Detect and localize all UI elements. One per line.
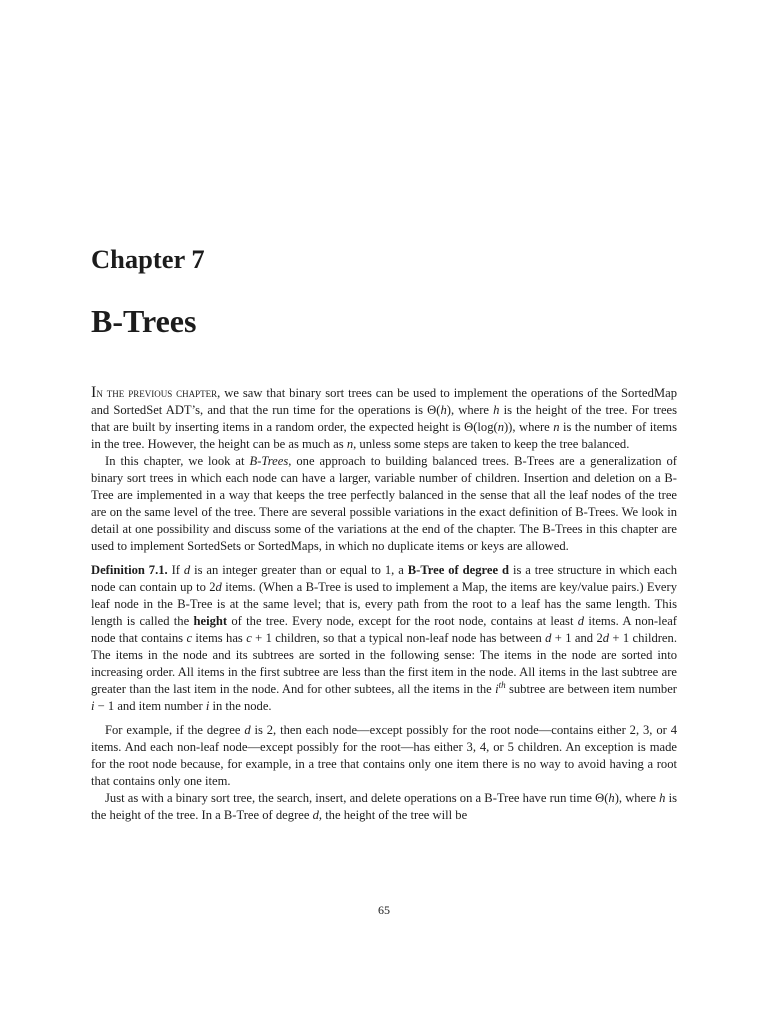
- lead-smallcaps: n the previous chapter: [96, 386, 218, 400]
- emphasis-b-trees: B-Trees: [249, 454, 289, 468]
- page-number: 65: [378, 903, 390, 917]
- overview-paragraph: In this chapter, we look at B-Trees, one approach to building balanced trees. B-Trees are a generalization of binary sort trees in which each node can have a larger, variable number of children. Insertion and deletion on a B-Tree are implemented in a way that keeps the tree perfectly balanced in the sense that all the leaf nodes of the tree are on the same level of the tree. There are several possible variations in the exact definition of B-Trees. We look in detail at one possibility and discuss some of the variations at the end of the chapter. The B-Trees in this chapter are used to implement SortedSets or SortedMaps, in which no duplicate items or keys are allowed.: [91, 454, 677, 553]
- defined-term-height: height: [193, 614, 228, 628]
- chapter-title: B-Trees: [91, 303, 197, 339]
- runtime-paragraph: Just as with a binary sort tree, the search, insert, and delete operations on a B-Tree have run time Θ(h), where h is the height of the tree. In a B-Tree of degree d, the height of the tree will be: [91, 791, 677, 822]
- intro-paragraph: In the previous chapter, we saw that binary sort trees can be used to implement the operations of the SortedMap and SortedSet ADT’s, and that the run time for the operations is Θ(h), where h is the height of the tree. For trees that are built by inserting items in a random order, the expected height is Θ(log(n)), where n is the number of items in the tree. However, the height can be as much as n, unless some steps are taken to keep the tree balanced.: [91, 384, 678, 451]
- defined-term-b-tree: B-Tree of degree d: [407, 563, 510, 577]
- lead-letter: I: [91, 384, 97, 401]
- chapter-body: [91, 384, 677, 824]
- definition-block: Definition 7.1. If d is an integer greater than or equal to 1, a B-Tree of degree d is a tree structure in which each node can contain up to 2d items. (When a B-Tree is used to implement a Map, the items are key/value pairs.) Every leaf node in the B-Tree is at the same level; that is, every path from the root to a leaf has the same length. This length is called the height of the tree. Every node, except for the root node, contains at least d items. A non-leaf node that contains c items has c + 1 children, so that a typical non-leaf node has between d + 1 and 2d + 1 children. The items in the node and its subtrees are sorted in the following sense: The items in the node are sorted into increasing order. All items in the first subtree are less than the first item in the node. All items in the last subtree are greater than the last item in the node. And for other subtees, all the items in the $i^{th}$ subtree are between item number i − 1 and item number i in the node.: [91, 563, 677, 713]
- chapter-label: Chapter 7: [91, 244, 205, 274]
- definition-heading: Definition 7.1.: [91, 563, 168, 577]
- example-paragraph: For example, if the degree d is 2, then each node—except possibly for the root node—contains either 2, 3, or 4 items. And each non-leaf node—except possibly for the root—has either 3, 4, or 5 children. An exception is made for the root node because, for example, in a tree that contains only one item there is no way to avoid having a root that contains only one item.: [91, 723, 677, 788]
